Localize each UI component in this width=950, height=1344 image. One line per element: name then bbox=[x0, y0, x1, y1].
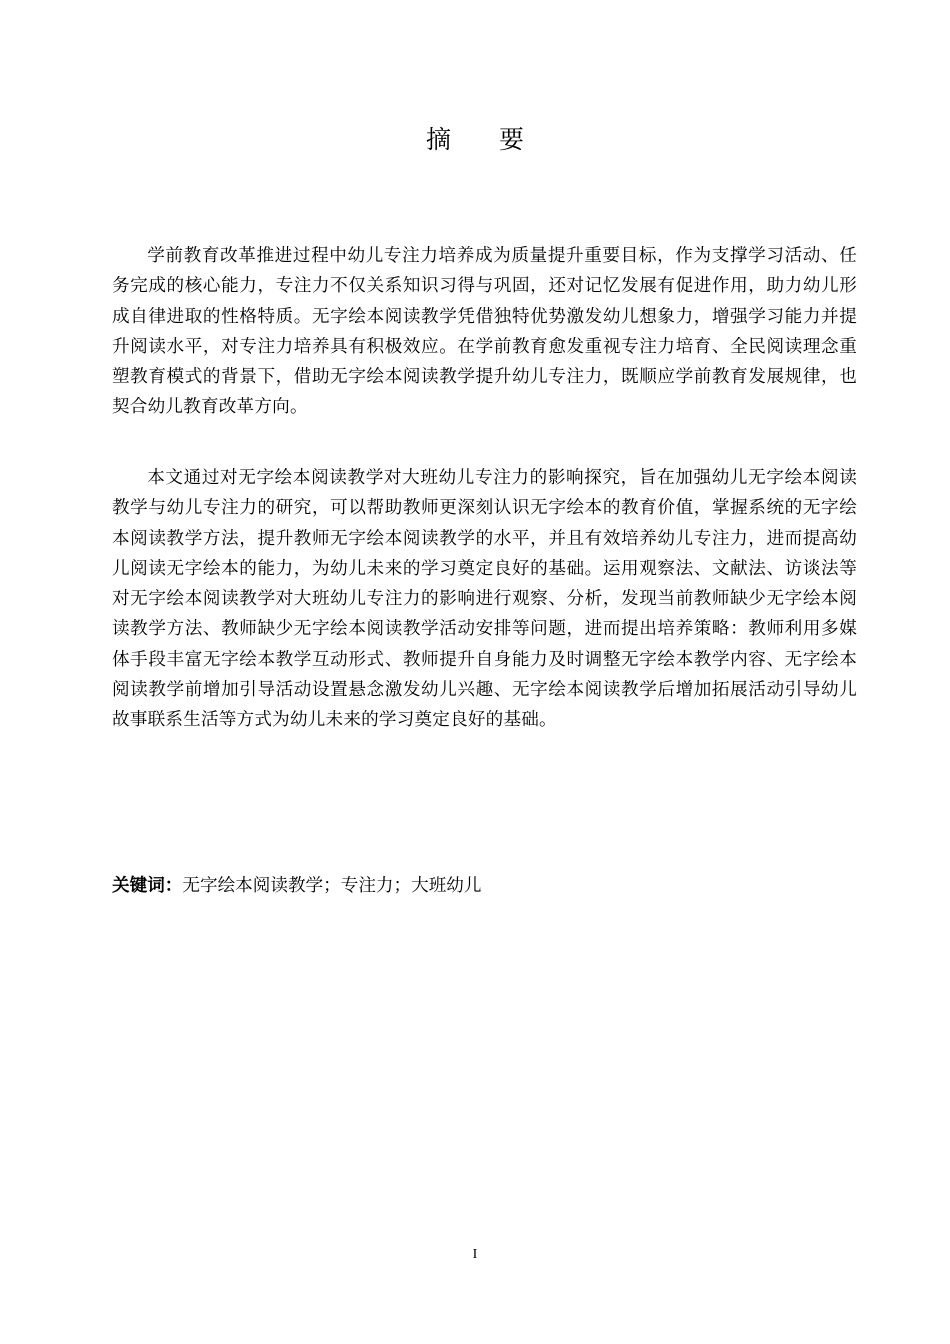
paragraph-text: 本文通过对无字绘本阅读教学对大班幼儿专注力的影响探究，旨在加强幼儿无字绘本阅读教学与幼儿专注力的研究，可以帮助教师更深刻认识无字绘本的教育价值，掌握系统的无字绘本阅读教学方法，提升教师无字绘本阅读教学的水平，并且有效培养幼儿专注力，进而提高幼儿阅读无字绘本的能力，为幼儿未来的学习奠定良好的基础。运用观察法、文献法、访谈法等对无字绘本阅读教学对大班幼儿专注力的影响进行观察、分析，发现当前教师缺少无字绘本阅读教学方法、教师缺少无字绘本阅读教学活动安排等问题，进而提出培养策略：教师利用多媒体手段丰富无字绘本教学互动形式、教师提升自身能力及时调整无字绘本教学内容、无字绘本阅读教学前增加引导活动设置悬念激发幼儿兴趣、无字绘本阅读教学后增加拓展活动引导幼儿故事联系生活等方式为幼儿未来的学习奠定良好的基础。 bbox=[112, 468, 857, 731]
keywords-label: 关键词： bbox=[112, 876, 183, 896]
paragraph-text: 学前教育改革推进过程中幼儿专注力培养成为质量提升重要目标，作为支撑学习活动、任务完成的核心能力，专注力不仅关系知识习得与巩固，还对记忆发展有促进作用，助力幼儿形成自律进取的性格特质。无字绘本阅读教学凭借独特优势激发幼儿想象力，增强学习能力并提升阅读水平，对专注力培养具有积极效应。在学前教育愈发重视专注力培育、全民阅读理念重塑教育模式的背景下，借助无字绘本阅读教学提升幼儿专注力，既顺应学前教育发展规律，也契合幼儿教育改革方向。 bbox=[112, 246, 857, 418]
page-number: I bbox=[472, 1247, 478, 1262]
keywords-line bbox=[112, 872, 857, 900]
keywords-value: 无字绘本阅读教学；专注力；大班幼儿 bbox=[182, 876, 482, 896]
abstract-paragraph-1 bbox=[112, 241, 857, 423]
abstract-paragraph-2 bbox=[112, 463, 857, 736]
page-title: 摘 要 bbox=[426, 125, 544, 154]
